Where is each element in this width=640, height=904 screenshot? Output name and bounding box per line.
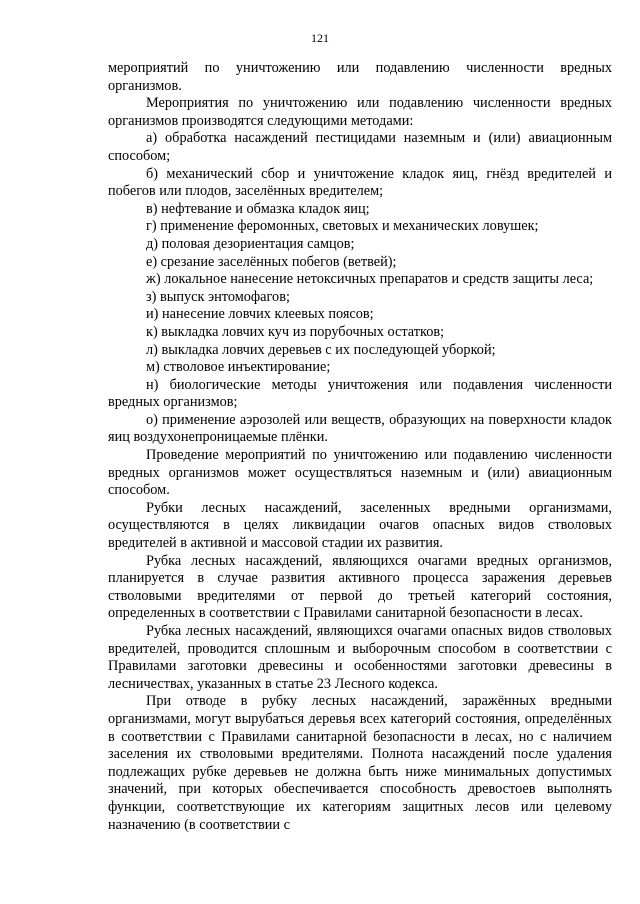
paragraph-cutting-purpose: Рубки лесных насаждений, заселенных вредными организмами, осуществляются в целях ликвидации очагов опасных видов стволовых вредителей в активной и массовой стадии их развития. — [108, 499, 612, 552]
paragraph-continuation: мероприятий по уничтожению или подавлению численности вредных организмов. — [108, 60, 612, 94]
list-item-l: л) выкладка ловчих деревьев с их последующей уборкой; — [146, 341, 496, 358]
list-item-k: к) выкладка ловчих куч из порубочных остатков; — [146, 323, 445, 340]
paragraph-cutting-planning: Рубка лесных насаждений, являющихся очагами вредных организмов, планируется в случае развития активного процесса заражения деревьев стволовыми вредителями от первой до третьей категорий состояния, определенных в соответствии с Правилами санитарной безопасности в лесах. — [108, 552, 612, 622]
list-item-g: г) применение феромонных, световых и механических ловушек; — [146, 218, 539, 235]
list-item-z: з) выпуск энтомофагов; — [146, 288, 290, 305]
paragraph-methods-mode: Проведение мероприятий по уничтожению или подавлению численности вредных организмов может осуществляться наземным и (или) авиационным способом. — [108, 447, 612, 499]
paragraph-allotment: При отводе в рубку лесных насаждений, заражённых вредными организмами, могут вырубаться деревья всех категорий состояния, определённых в соответствии с Правилами санитарной безопасности в лесах, но с наличием заселения их стволовыми вредителями. Полнота насаждений после удаления подлежащих рубке деревьев не должна быть ниже минимальных допустимых значений, при которых обеспечивается способность древостоев выполнять функции, соответствующие их категориям защитных лесов или целевому назначению (в соответствии с — [108, 693, 612, 833]
paragraph-methods-intro: Мероприятия по уничтожению или подавлению численности вредных организмов производятся следующими методами: — [108, 95, 612, 129]
list-item-e: е) срезание заселённых побегов (ветвей); — [146, 253, 397, 270]
list-item-o: о) применение аэрозолей или веществ, образующих на поверхности кладок яиц воздухонепроницаемые плёнки. — [108, 411, 612, 446]
list-item-m: м) стволовое инъектирование; — [146, 359, 331, 376]
page-number: 121 — [311, 31, 329, 45]
list-item-zh: ж) локальное нанесение нетоксичных препаратов и средств защиты леса; — [146, 271, 594, 288]
list-item-i: и) нанесение ловчих клеевых поясов; — [146, 306, 374, 323]
list-item-b: б) механический сбор и уничтожение кладок яиц, гнёзд вредителей и побегов или плодов, заселённых вредителем; — [108, 165, 612, 200]
paragraph-cutting-method: Рубка лесных насаждений, являющихся очагами опасных видов стволовых вредителей, проводится сплошным и выборочным способом в соответствии с Правилами заготовки древесины и особенностями заготовки древесины в лесничествах, указанных в статье 23 Лесного кодекса. — [108, 623, 612, 692]
list-item-d: д) половая дезориентация самцов; — [146, 235, 355, 252]
list-item-n: н) биологические методы уничтожения или подавления численности вредных организмов; — [108, 376, 612, 411]
document-body — [108, 60, 612, 834]
list-item-a: а) обработка насаждений пестицидами наземным и (или) авиационным способом; — [108, 130, 612, 164]
list-item-v: в) нефтевание и обмазка кладок яиц; — [146, 200, 370, 217]
